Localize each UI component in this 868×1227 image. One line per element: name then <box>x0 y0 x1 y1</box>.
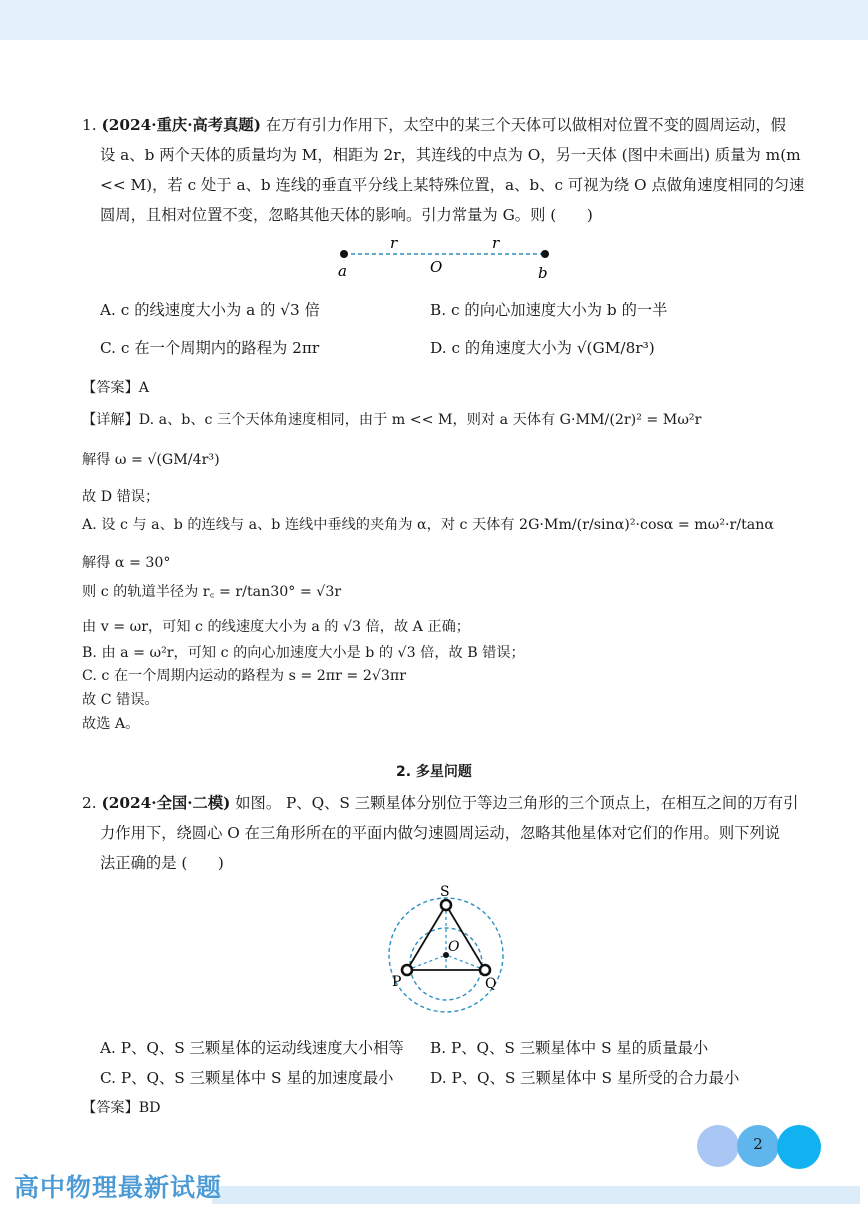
q1-label-r1: r <box>390 234 398 252</box>
q1-option-c: C. c 在一个周期内的路程为 2πr <box>100 339 320 357</box>
q1-solution-7: 由 v = ωr，可知 c 的线速度大小为 a 的 √3 倍，故 A 正确； <box>82 619 470 635</box>
q2-answer: 【答案】BD <box>82 1100 161 1116</box>
q2-option-b: B. P、Q、S 三颗星体中 S 星的质量最小 <box>430 1039 709 1057</box>
q1-solution-6: 则 c 的轨道半径为 r꜀ = r/tan30° = √3r <box>82 584 342 600</box>
page-number: 2 <box>753 1135 763 1153</box>
q2-source: (2024·全国·二模) <box>101 794 231 812</box>
q1-line-1 <box>82 115 786 135</box>
q1-dot-b <box>541 250 549 258</box>
q1-line-4: 圆周，且相对位置不变，忽略其他天体的影响。引力常量为 G。则 ( ) <box>100 206 593 224</box>
q2-inner-orbit <box>410 928 482 1000</box>
q1-solution-2: 解得 ω = √(GM/4r³) <box>82 452 220 468</box>
q1-solution-1: 【详解】D. a、b、c 三个天体角速度相同，由于 m << M，则对 a 天体有 G·MM/(2r)² = Mω²r <box>82 412 702 428</box>
q1-solution-3: 故 D 错误； <box>82 489 160 505</box>
q1-label-o: O <box>430 258 443 276</box>
q2-star-s <box>441 900 451 910</box>
q1-line-3: << M)，若 c 处于 a、b 连线的垂直平分线上某特殊位置，a、b、c 可视为绕 O 点做角速度相同的匀速 <box>100 176 805 194</box>
q2-number: 2. <box>82 794 97 812</box>
q1-source: (2024·重庆·高考真题) <box>101 116 261 134</box>
q2-figure <box>370 878 520 1028</box>
q1-option-b: B. c 的向心加速度大小为 b 的一半 <box>430 301 668 319</box>
q2-label-q: Q <box>485 976 497 992</box>
q1-label-a: a <box>338 262 347 280</box>
q2-option-d: D. P、Q、S 三颗星体中 S 星所受的合力最小 <box>430 1069 740 1087</box>
bottom-band <box>212 1186 860 1204</box>
q1-text-1: 在万有引力作用下，太空中的某三个天体可以做相对位置不变的圆周运动，假 <box>265 116 786 134</box>
q2-label-o: O <box>448 939 460 955</box>
q2-option-a: A. P、Q、S 三颗星体的运动线速度大小相等 <box>100 1039 404 1057</box>
q1-dot-a <box>340 250 348 258</box>
page-circle-3 <box>777 1125 821 1169</box>
q1-solution-8: B. 由 a = ω²r，可知 c 的向心加速度大小是 b 的 √3 倍，故 B 错误； <box>82 645 525 661</box>
q1-solution-5: 解得 α = 30° <box>82 555 171 571</box>
q1-solution-4: A. 设 c 与 a、b 的连线与 a、b 连线中垂线的夹角为 α，对 c 天体有 2G·Mm/(r/sinα)²·cosα = mω²·r/tanα <box>82 517 774 533</box>
q1-solution-10: 故 C 错误。 <box>82 692 159 708</box>
q1-label-r2: r <box>492 234 500 252</box>
q1-option-a: A. c 的线速度大小为 a 的 √3 倍 <box>100 301 320 319</box>
q1-label-b: b <box>538 264 548 282</box>
q2-star-p <box>402 965 412 975</box>
page-circle-1 <box>697 1125 739 1167</box>
q2-option-c: C. P、Q、S 三颗星体中 S 星的加速度最小 <box>100 1069 394 1087</box>
q1-figure <box>320 230 570 285</box>
q2-label-p: P <box>392 974 402 990</box>
q2-text-1: 如图。 P、Q、S 三颗星体分别位于等边三角形的三个顶点上，在相互之间的万有引 <box>235 794 799 812</box>
q1-answer: 【答案】A <box>82 380 149 396</box>
q2-line-3: 法正确的是 ( ) <box>100 854 224 872</box>
section-title: 2. 多星问题 <box>396 764 472 780</box>
q2-line-1 <box>82 793 798 813</box>
q1-solution-9: C. c 在一个周期内运动的路程为 s = 2πr = 2√3πr <box>82 668 407 684</box>
q1-number: 1. <box>82 116 97 134</box>
brand-logo: 高中物理最新试题 <box>14 1173 223 1202</box>
q1-option-d: D. c 的角速度大小为 √(GM/8r³) <box>430 339 655 357</box>
q1-solution-11: 故选 A。 <box>82 716 140 732</box>
top-band <box>0 0 868 40</box>
q2-label-s: S <box>440 884 450 900</box>
q2-star-q <box>480 965 490 975</box>
q1-line-2: 设 a、b 两个天体的质量均为 M，相距为 2r，其连线的中点为 O，另一天体 (图中未画出) 质量为 m(m <box>100 146 801 164</box>
q2-line-2: 力作用下，绕圆心 O 在三角形所在的平面内做匀速圆周运动，忽略其他星体对它们的作用。则下列说 <box>100 824 781 842</box>
